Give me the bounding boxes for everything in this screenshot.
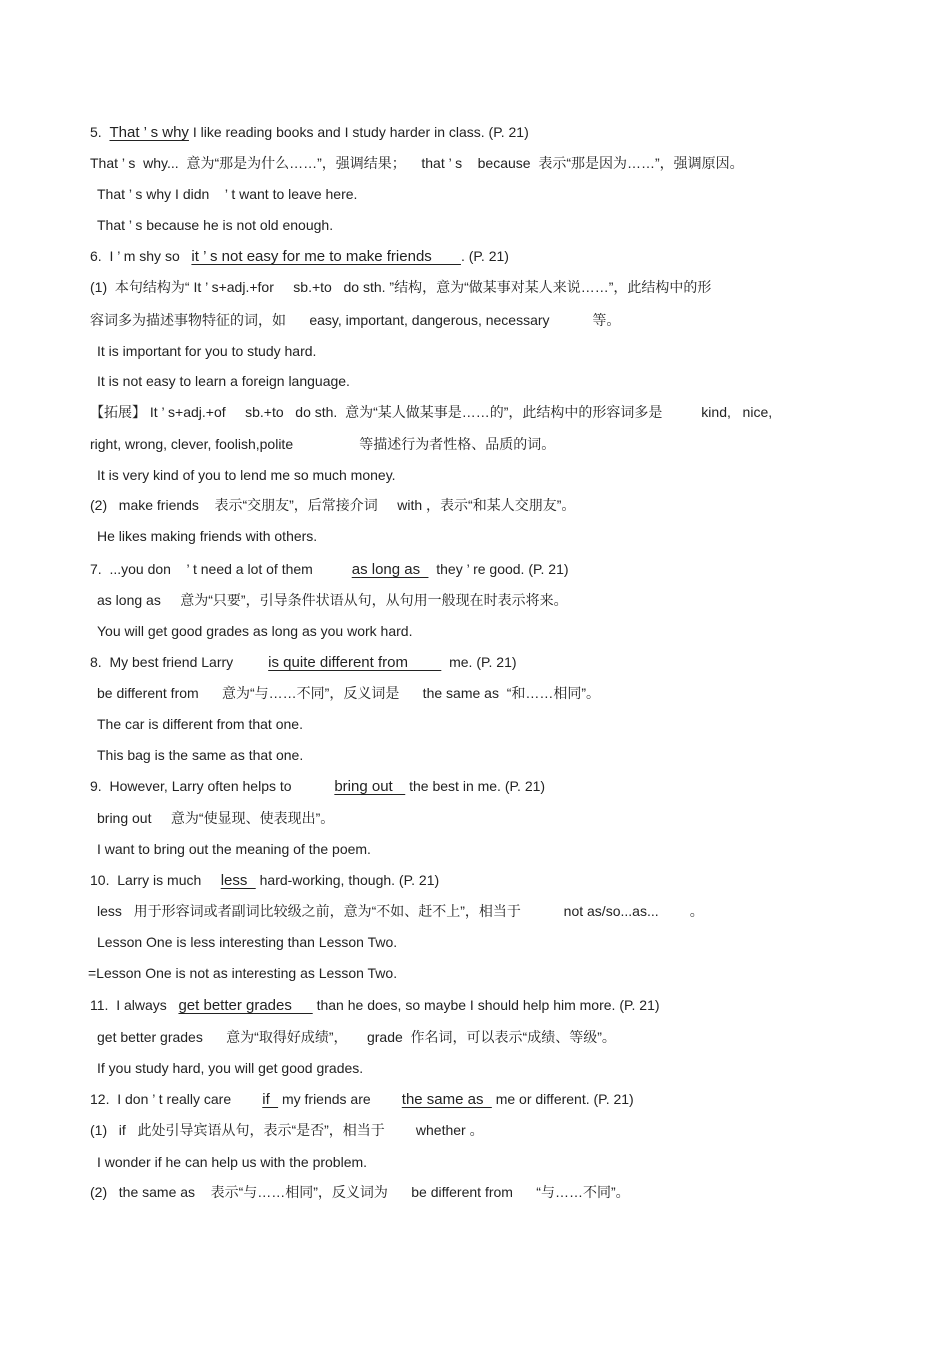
answer-blank: the same as (401, 1091, 492, 1108)
note-line: (2) make friends 表示“交朋友”，后常接介词 with ，表示“和某人交朋友”。 (90, 497, 576, 513)
note-line: 【拓展】 It ’ s+adj.+of sb.+to do sth. 意为“某人做某事是……的”，此结构中的形容词多是 kind, nice, (90, 404, 773, 420)
answer-blank: is quite different from (268, 654, 442, 671)
example-line: That ’ s because he is not old enough. (97, 217, 334, 233)
note-line: (1) 本句结构为“ It ’ s+adj.+for sb.+to do sth. ”结构，意为“做某事对某人来说……”，此结构中的形 (90, 279, 712, 295)
example-line: It is very kind of you to lend me so much money. (97, 467, 396, 483)
item-11-sentence: 11. I always get better grades than he does, so maybe I should help him more. (P. 21) (90, 997, 660, 1014)
example-line: It is important for you to study hard. (97, 343, 317, 359)
answer-blank: less (220, 872, 256, 889)
example-line: That ’ s why I didn ’ t want to leave here. (97, 186, 358, 202)
note-line: 容词多为描述事物特征的词，如 easy, important, dangerous, necessary 等。 (90, 312, 621, 328)
item-7-sentence: 7. ...you don ’ t need a lot of them as long as they ’ re good. (P. 21) (90, 561, 569, 578)
note-line: get better grades 意为“取得好成绩”， grade 作名词，可以表示“成绩、等级”。 (97, 1029, 616, 1045)
example-line: It is not easy to learn a foreign language. (97, 373, 350, 389)
example-line: I want to bring out the meaning of the poem. (97, 841, 371, 857)
example-line: This bag is the same as that one. (97, 747, 304, 763)
note-line: bring out 意为“使显现、使表现出”。 (97, 810, 335, 826)
note-line: be different from 意为“与……不同”，反义词是 the same as “和……相同”。 (97, 685, 601, 701)
answer-blank: get better grades (178, 997, 313, 1014)
item-5-sentence: 5. That ’ s why I like reading books and I study harder in class. (P. 21) (90, 124, 529, 141)
note-line: less 用于形容词或者副词比较级之前，意为“不如、赶不上”，相当于 not as/so...as... 。 (97, 903, 704, 919)
example-line: The car is different from that one. (97, 716, 303, 732)
note-line: (2) the same as 表示“与……相同”，反义词为 be different from “与……不同”。 (90, 1184, 630, 1200)
example-line: I wonder if he can help us with the problem. (97, 1154, 368, 1170)
answer-blank: That ’ s why (109, 124, 189, 141)
note-line: as long as 意为“只要”，引导条件状语从句，从句用一般现在时表示将来。 (97, 592, 568, 608)
item-10-sentence: 10. Larry is much less hard-working, though. (P. 21) (90, 872, 440, 889)
note-line: That ’ s why... 意为“那是为什么……”，强调结果； that ’ s because 表示“那是因为……”，强调原因。 (90, 155, 744, 171)
item-12-sentence: 12. I don ’ t really care if my friends are the same as me or different. (P. 21) (90, 1091, 634, 1108)
answer-blank: bring out (334, 778, 406, 795)
note-line: right, wrong, clever, foolish,polite 等描述行为者性格、品质的词。 (90, 436, 556, 452)
answer-blank: as long as (351, 561, 429, 578)
example-line: =Lesson One is not as interesting as Lesson Two. (88, 965, 398, 981)
item-9-sentence: 9. However, Larry often helps to bring out the best in me. (P. 21) (90, 778, 546, 795)
answer-blank: it ’ s not easy for me to make friends (191, 248, 461, 265)
note-line: (1) if 此处引导宾语从句，表示“是否”，相当于 whether 。 (90, 1122, 484, 1138)
example-line: He likes making friends with others. (97, 528, 318, 544)
example-line: You will get good grades as long as you work hard. (97, 623, 413, 639)
example-line: Lesson One is less interesting than Lesson Two. (97, 934, 398, 950)
item-8-sentence: 8. My best friend Larry is quite different from me. (P. 21) (90, 654, 517, 671)
example-line: If you study hard, you will get good grades. (97, 1060, 364, 1076)
item-6-sentence: 6. I ’ m shy so it ’ s not easy for me to make friends . (P. 21) (90, 248, 509, 265)
answer-blank: if (262, 1091, 279, 1108)
